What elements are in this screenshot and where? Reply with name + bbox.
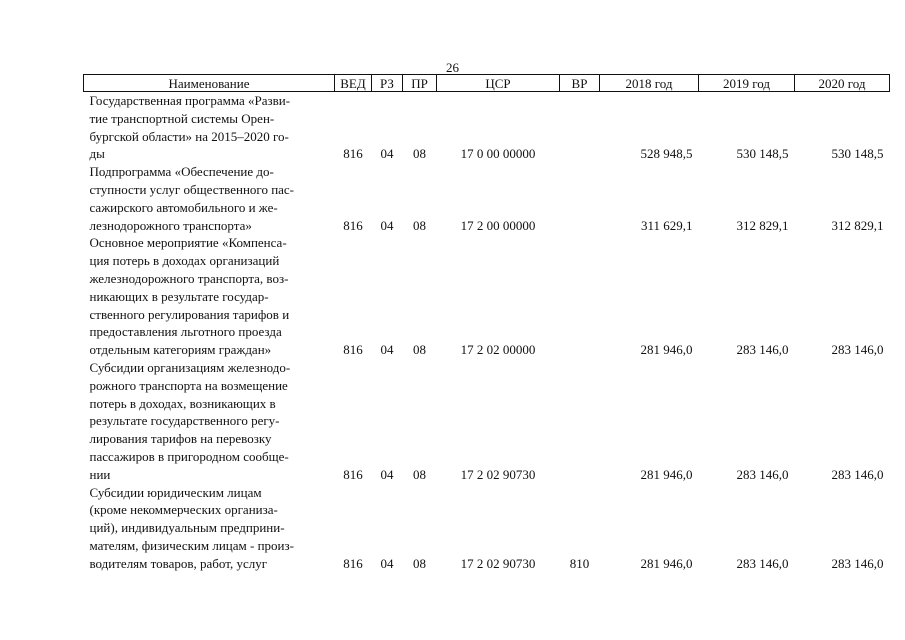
amount-2018-cell: 281 946,0 — [640, 342, 693, 358]
row-name-line: железнодорожного транспорта, воз- — [89, 270, 289, 286]
rz-cell: 04 — [380, 555, 394, 571]
csr-cell: 17 2 00 00000 — [460, 217, 536, 233]
amount-2020-cell: 530 148,5 — [831, 146, 884, 162]
row-name-line: пассажиров в пригородном сообще- — [89, 448, 289, 464]
row-name-line: рожного транспорта на возмещение — [89, 377, 288, 393]
header-2019: 2019 год — [699, 75, 795, 92]
table-row — [84, 163, 890, 234]
pr-cell: 08 — [413, 466, 426, 482]
vr-cell: 810 — [569, 555, 590, 571]
row-name-line: тие транспортной системы Орен- — [89, 110, 275, 126]
csr-cell: 17 0 00 00000 — [460, 146, 536, 162]
row-name-line: водителям товаров, работ, услуг — [89, 555, 268, 571]
vr-cell — [560, 359, 600, 484]
row-name-line: мателям, физическим лицам - произ- — [89, 537, 294, 553]
header-ved: ВЕД — [335, 75, 372, 92]
table-row — [84, 92, 890, 164]
table-row — [84, 234, 890, 359]
csr-cell: 17 2 02 00000 — [460, 342, 536, 358]
vr-cell — [560, 92, 600, 164]
amount-2018-cell: 311 629,1 — [640, 217, 693, 233]
header-name: Наименование — [84, 75, 335, 92]
page-number: 26 — [446, 60, 459, 75]
amount-2018-cell: 528 948,5 — [640, 146, 693, 162]
row-name-line: Основное мероприятие «Компенса- — [89, 235, 287, 251]
row-name-line: (кроме некоммерческих организа- — [89, 502, 278, 518]
ved-cell: 816 — [343, 466, 363, 482]
table-row — [84, 484, 890, 573]
row-name-cell — [84, 359, 335, 484]
row-name-line: ды — [89, 146, 105, 162]
header-pr: ПР — [403, 75, 437, 92]
ved-cell: 816 — [343, 146, 363, 162]
pr-cell: 08 — [413, 217, 426, 233]
row-name-line: Государственная программа «Разви- — [89, 93, 291, 108]
row-name-cell — [84, 163, 335, 234]
header-csr: ЦСР — [437, 75, 560, 92]
amount-2018-cell: 281 946,0 — [640, 555, 693, 571]
row-name-line: лирования тарифов на перевозку — [89, 431, 272, 447]
vr-cell — [560, 234, 600, 359]
row-name-line: лезнодорожного транспорта» — [89, 217, 252, 233]
row-name-line: сажирского автомобильного и же- — [89, 199, 278, 215]
row-name-line: ций), индивидуальным предприни- — [89, 520, 285, 536]
rz-cell: 04 — [380, 466, 394, 482]
amount-2020-cell: 312 829,1 — [831, 217, 884, 233]
row-name-line: нии — [89, 466, 111, 482]
csr-cell: 17 2 02 90730 — [460, 466, 536, 482]
amount-2019-cell: 283 146,0 — [736, 342, 789, 358]
table-row — [84, 359, 890, 484]
amount-2018-cell: 281 946,0 — [640, 466, 693, 482]
row-name-cell — [84, 92, 335, 164]
table-body — [84, 92, 890, 573]
row-name-line: бургской области» на 2015–2020 го- — [89, 128, 289, 144]
amount-2020-cell: 283 146,0 — [831, 466, 884, 482]
amount-2019-cell: 530 148,5 — [736, 146, 789, 162]
header-2018: 2018 год — [600, 75, 699, 92]
ved-cell: 816 — [343, 555, 363, 571]
row-name-line: результате государственного регу- — [89, 413, 280, 429]
pr-cell: 08 — [413, 146, 426, 162]
pr-cell: 08 — [413, 342, 426, 358]
csr-cell: 17 2 02 90730 — [460, 555, 536, 571]
row-name-line: отдельным категориям граждан» — [89, 342, 272, 358]
amount-2019-cell: 283 146,0 — [736, 555, 789, 571]
rz-cell: 04 — [380, 146, 394, 162]
ved-cell: 816 — [343, 217, 363, 233]
pr-cell: 08 — [413, 555, 426, 571]
rz-cell: 04 — [380, 342, 394, 358]
row-name-line: никающих в результате государ- — [89, 288, 269, 304]
vr-cell — [560, 163, 600, 234]
header-vr: ВР — [560, 75, 600, 92]
amount-2020-cell: 283 146,0 — [831, 342, 884, 358]
row-name-line: Подпрограмма «Обеспечение до- — [89, 164, 274, 180]
row-name-line: ственного регулирования тарифов и — [89, 306, 290, 322]
row-name-line: потерь в доходах, возникающих в — [89, 395, 276, 411]
header-rz: РЗ — [372, 75, 403, 92]
row-name-line: предоставления льготного проезда — [89, 324, 282, 340]
row-name-cell — [84, 234, 335, 359]
row-name-line: Субсидии юридическим лицам — [89, 484, 262, 500]
row-name-line: Субсидии организациям железнодо- — [89, 359, 291, 375]
amount-2019-cell: 312 829,1 — [736, 217, 789, 233]
header-2020: 2020 год — [795, 75, 890, 92]
table-header-row — [84, 75, 890, 92]
row-name-cell — [84, 484, 335, 573]
budget-table — [83, 74, 890, 573]
row-name-line: ция потерь в доходах организаций — [89, 253, 280, 269]
row-name-line: ступности услуг общественного пас- — [89, 181, 295, 197]
amount-2020-cell: 283 146,0 — [831, 555, 884, 571]
amount-2019-cell: 283 146,0 — [736, 466, 789, 482]
ved-cell: 816 — [343, 342, 363, 358]
rz-cell: 04 — [380, 217, 394, 233]
